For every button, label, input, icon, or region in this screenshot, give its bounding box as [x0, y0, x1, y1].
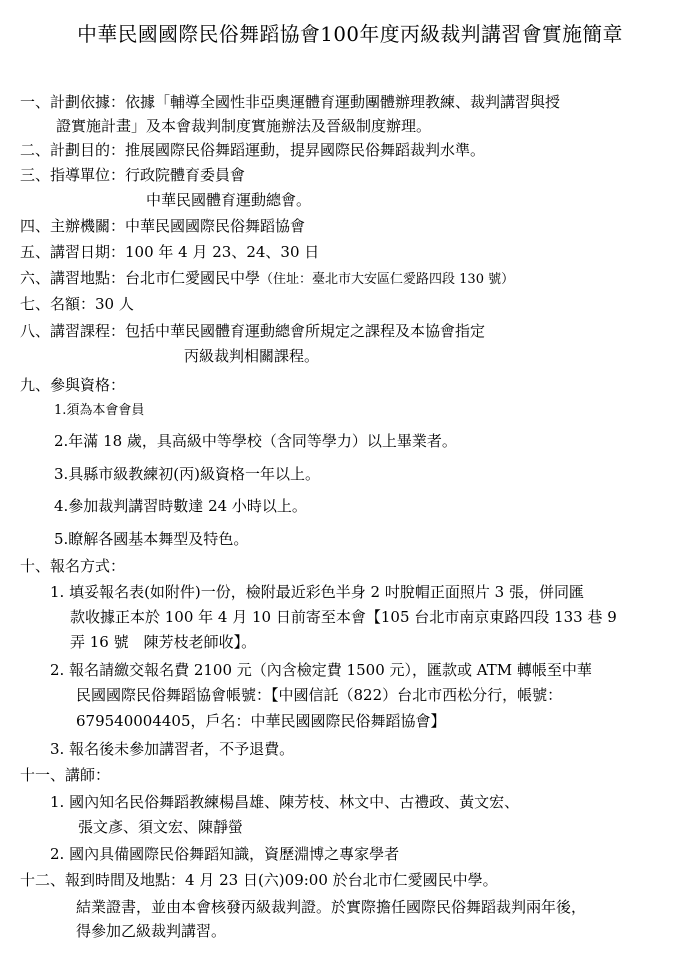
section-quota-heading: 七、名額： [20, 295, 96, 313]
section-checkin-text-cont: 結業證書，並由本會核發丙級裁判證。於實際擔任國際民俗舞蹈裁判兩年後， [76, 898, 587, 916]
section-organizer-heading: 四、主辦機關： [20, 217, 126, 235]
section-dates-text: 100 年 4 月 23、24、30 日 [125, 243, 320, 261]
section-basis [20, 92, 560, 112]
eligibility-item: 2.年滿 18 歲，具高級中等學校（含同等學力）以上畢業者。 [54, 432, 457, 450]
section-venue-text: 台北市仁愛國民中學 [125, 269, 261, 287]
section-purpose-text: 推展國際民俗舞蹈運動，提昇國際民俗舞蹈裁判水準。 [125, 141, 486, 159]
registration-item-1: 1. 填妥報名表(如附件)一份，檢附最近彩色半身 2 吋脫帽正面照片 3 張，併同匯 [50, 583, 584, 601]
eligibility-item: 1.須為本會會員 [54, 403, 145, 418]
section-venue-heading: 六、講習地點： [20, 269, 126, 287]
section-basis-text-cont: 證實施計畫」及本會裁判制度實施辦法及晉級制度辦理。 [56, 117, 432, 135]
eligibility-item: 3.具縣市級教練初(丙)級資格一年以上。 [54, 465, 321, 483]
section-organizer-text: 中華民國國際民俗舞蹈協會 [125, 217, 306, 235]
section-venue-address: （住址：臺北市大安區仁愛路四段 130 號） [260, 272, 515, 287]
section-basis-text: 依據「輔導全國性非亞奧運體育運動團體辦理教練、裁判講習與授 [125, 93, 561, 111]
section-curriculum-text: 包括中華民國體育運動總會所規定之課程及本協會指定 [125, 322, 486, 340]
section-registration-heading: 十、報名方式： [20, 557, 126, 575]
section-curriculum [20, 321, 485, 341]
document-title: 中華民國國際民俗舞蹈協會100年度丙級裁判講習會實施簡章 [77, 23, 623, 46]
eligibility-item: 4.參加裁判講習時數達 24 小時以上。 [54, 497, 307, 515]
section-instructors-heading: 十一、講師： [20, 766, 111, 784]
registration-item-2: 2. 報名請繳交報名費 2100 元（內含檢定費 1500 元），匯款或 ATM 轉帳至中華 [50, 661, 592, 679]
section-dates-heading: 五、講習日期： [20, 243, 126, 261]
section-venue [20, 268, 514, 290]
registration-item-1-cont: 弄 16 號 陳芳枝老師收】。 [70, 633, 257, 651]
section-curriculum-text-cont: 丙級裁判相關課程。 [184, 347, 320, 365]
section-quota [20, 294, 134, 314]
section-checkin-text: 4 月 23 日(六)09:00 於台北市仁愛國民中學。 [185, 871, 498, 889]
section-guidance-text-cont: 中華民國體育運動總會。 [146, 191, 312, 209]
registration-item-3: 3. 報名後未參加講習者，不予退費。 [50, 740, 295, 758]
section-quota-text: 30 人 [95, 295, 134, 313]
eligibility-item: 5.瞭解各國基本舞型及特色。 [54, 530, 249, 548]
section-checkin-text-cont: 得參加乙級裁判講習。 [76, 922, 227, 940]
section-checkin-heading: 十二、報到時間及地點： [20, 871, 186, 889]
section-guidance-heading: 三、指導單位： [20, 166, 126, 184]
section-dates [20, 242, 319, 262]
section-curriculum-heading: 八、講習課程： [20, 322, 126, 340]
registration-item-2-cont: 679540004405，戶名：中華民國國際民俗舞蹈協會】 [76, 712, 446, 730]
section-guidance-text: 行政院體育委員會 [125, 166, 246, 184]
instructors-item-1-cont: 張文彥、須文宏、陳靜螢 [78, 818, 244, 836]
registration-item-1-cont: 款收據正本於 100 年 4 月 10 日前寄至本會【105 台北市南京東路四段 133 巷 9 [70, 608, 617, 626]
section-organizer [20, 216, 305, 236]
registration-item-2-cont: 民國國際民俗舞蹈協會帳號：【中國信託（822）台北市西松分行，帳號： [76, 686, 563, 704]
instructors-item-1: 1. 國內知名民俗舞蹈教練楊昌雄、陳芳枝、林文中、古禮政、黃文宏、 [50, 793, 520, 811]
section-purpose-heading: 二、計劃目的： [20, 141, 126, 159]
section-checkin [20, 870, 498, 890]
section-guidance [20, 165, 245, 185]
section-purpose [20, 140, 485, 160]
instructors-item-2: 2. 國內具備國際民俗舞蹈知識，資歷淵博之專家學者 [50, 845, 400, 863]
section-basis-heading: 一、計劃依據： [20, 93, 126, 111]
section-eligibility-heading: 九、參與資格： [20, 376, 126, 394]
